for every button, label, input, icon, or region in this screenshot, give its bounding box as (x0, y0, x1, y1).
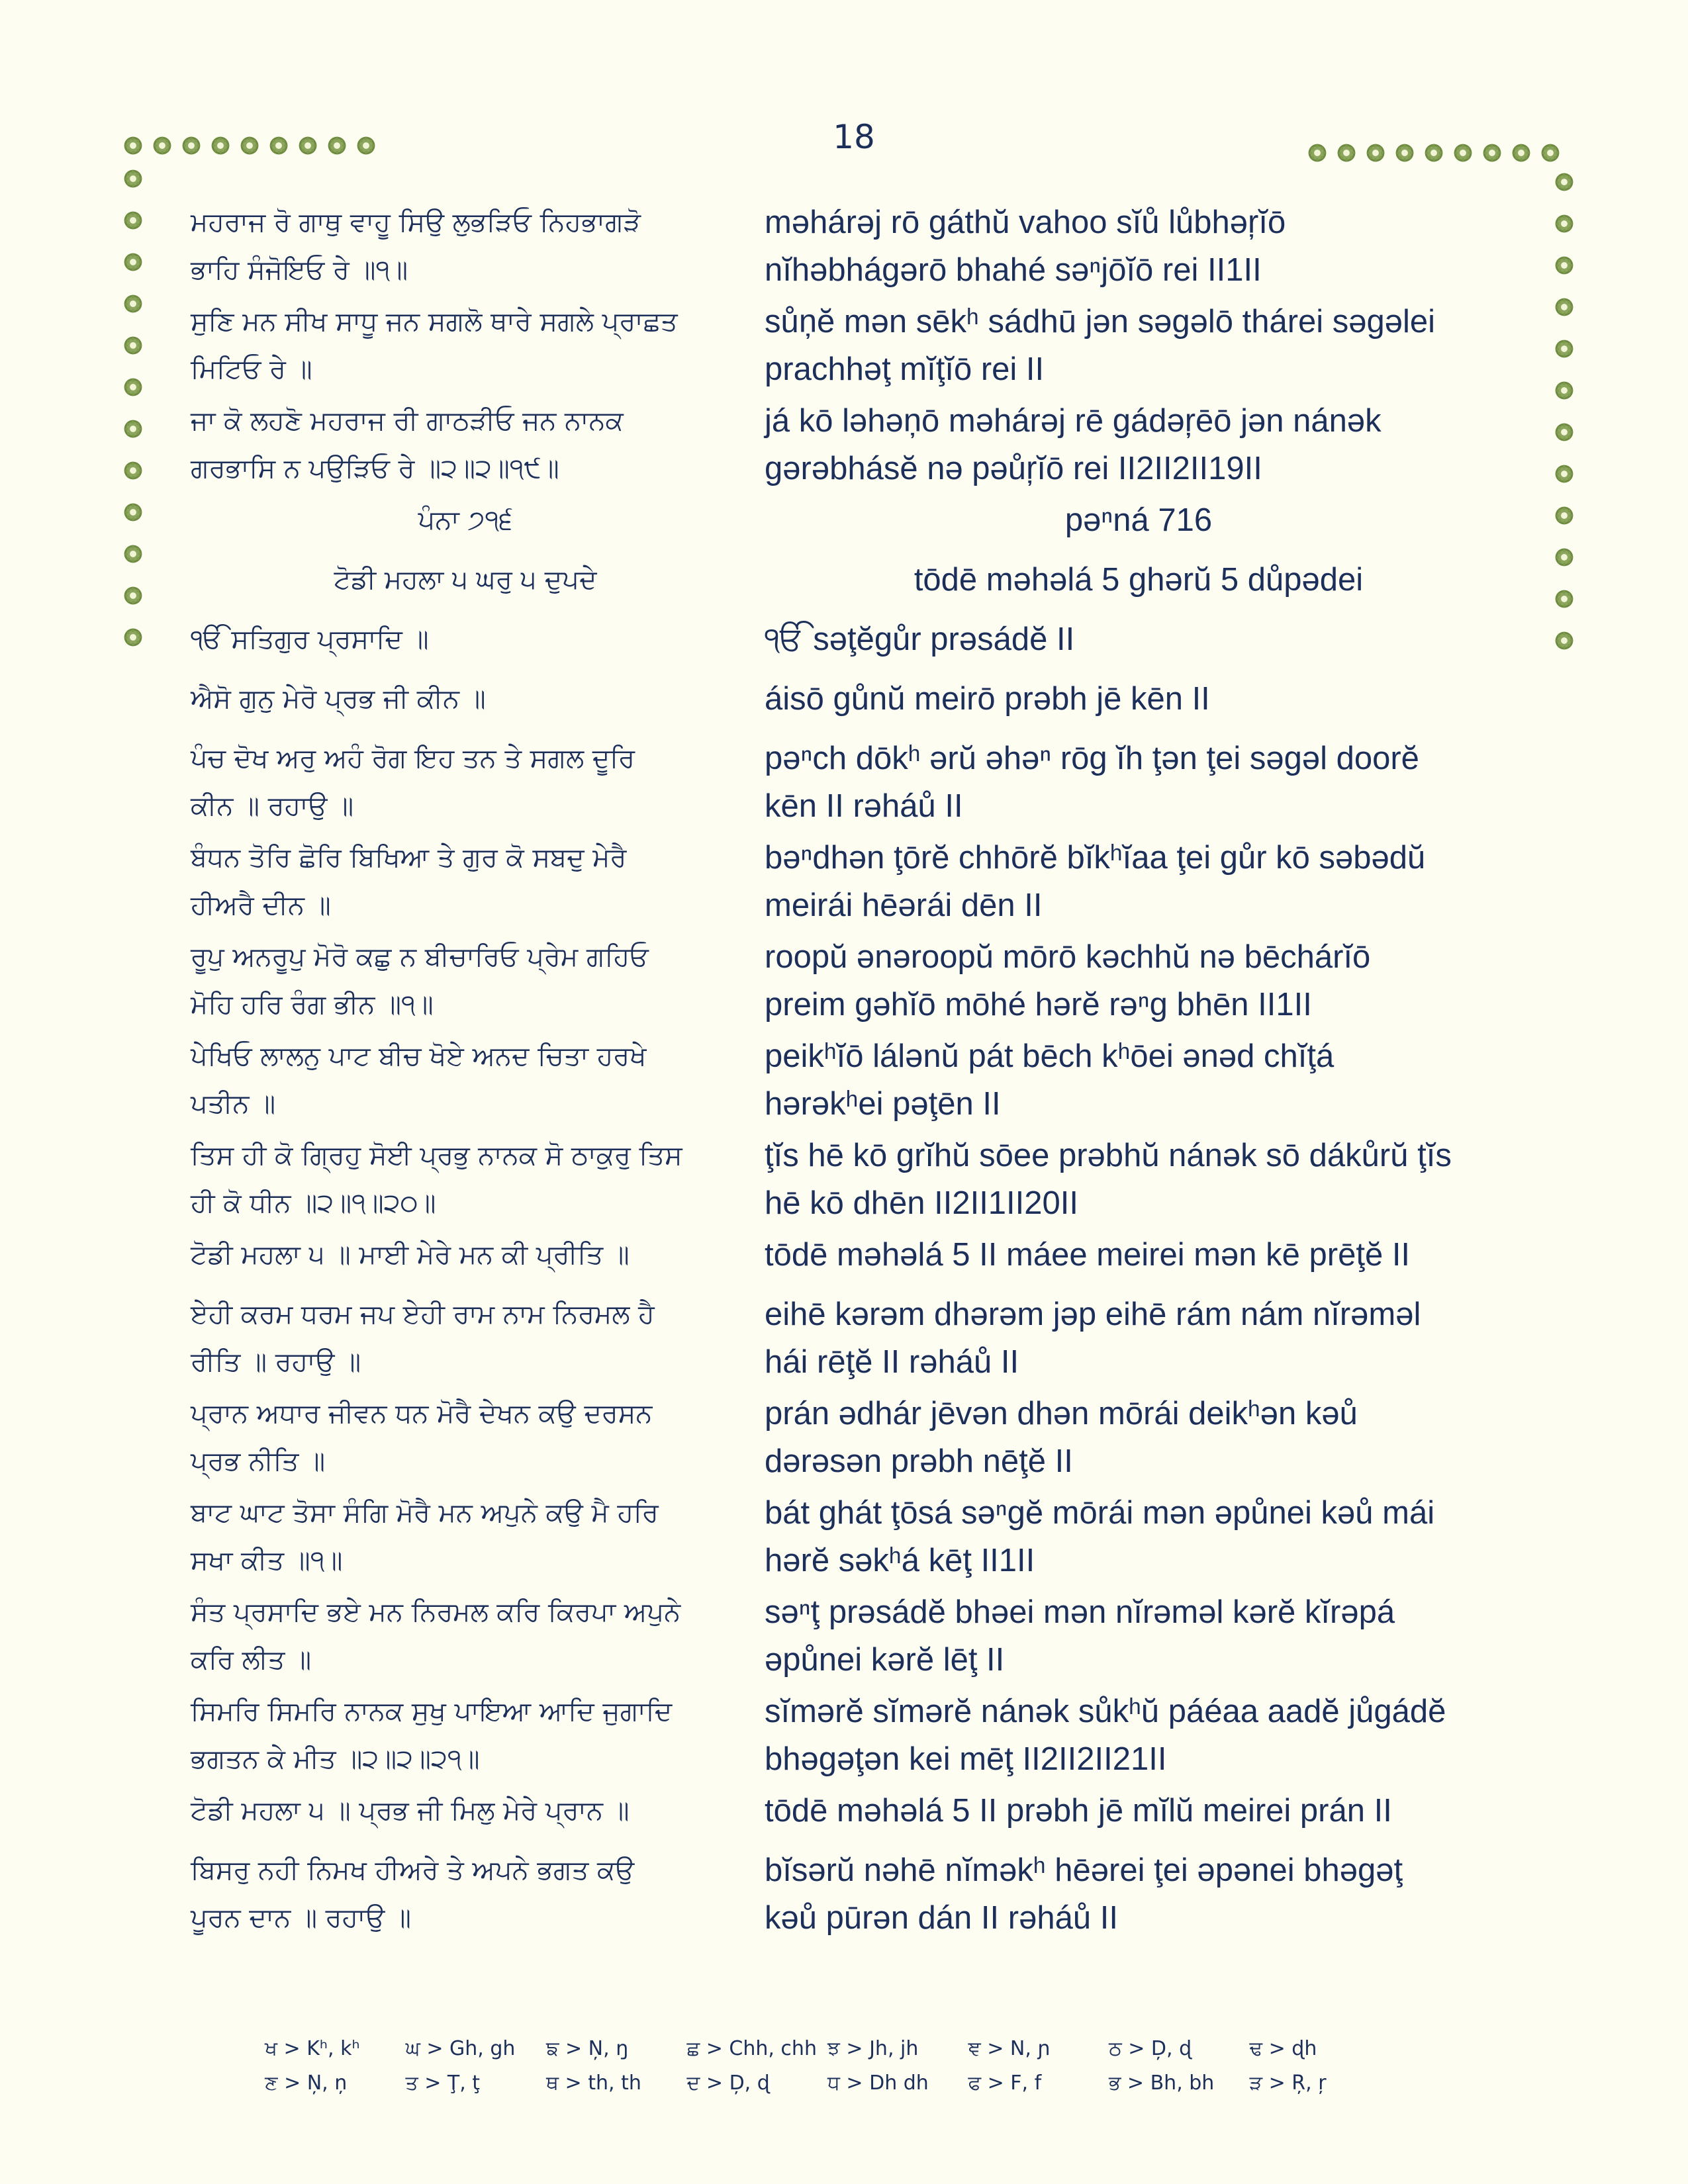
verse-line: ţĭs hē kō grĭhŭ sōee prəbhŭ nánək sō dákůrŭ ţĭs (765, 1138, 1452, 1173)
verse-line: ਮਿਟਿਓ ਰੇ ॥ (191, 354, 312, 385)
flower-icon (211, 136, 230, 156)
verse-line: ਮੋਹਿ ਹਰਿ ਰੰਗ ਭੀਨ ॥੧॥ (191, 989, 434, 1020)
flower-icon (1366, 143, 1385, 163)
verse-line: ਮਹਰਾਜ ਰੋ ਗਾਥੁ ਵਾਹੂ ਸਿਉ ਲੁਭੜਿਓ ਨਿਹਭਾਗੜੋ (191, 207, 641, 238)
verse-block (765, 397, 1513, 492)
flower-icon (123, 502, 143, 522)
verse-line: ਰੂਪੁ ਅਨਰੂਪੁ ਮੋਰੋ ਕਛੁ ਨ ਬੀਚਾਰਿਓ ਪ੍ਰੇਮ ਗਹਿਓ (191, 942, 649, 972)
page-number: 18 (833, 118, 875, 156)
verse-block (191, 298, 740, 393)
verse-line: ਸਖਾ ਕੀਤ ॥੧॥ (191, 1545, 343, 1576)
flower-icon (123, 136, 143, 156)
verse-block (765, 1032, 1513, 1128)
verse-block (765, 298, 1513, 393)
flower-icon (1424, 143, 1444, 163)
flower-icon (1554, 297, 1574, 317)
verse-block (191, 834, 740, 929)
flower-icon (123, 419, 143, 439)
verse-line: ਕਰਿ ਲੀਤ ॥ (191, 1645, 312, 1675)
verse-block (191, 199, 740, 294)
verse-line: ਪੇਖਿਓ ਲਾਲਨੁ ਪਾਟ ਬੀਚ ਖੋਏ ਅਨਦ ਚਿਤਾ ਹਰਖੇ (191, 1041, 647, 1071)
verse-line: gərəbhásĕ nə pəůŗĭō rei II2II2II19II (765, 451, 1262, 486)
verse-block (191, 1588, 740, 1684)
verse-line: bəⁿdhən ţōrĕ chhōrĕ bĭkʰĭaa ţei gůr kō səbədŭ (765, 840, 1426, 876)
verse-block (191, 1032, 740, 1128)
verse-block (765, 1132, 1513, 1227)
verse-line: ਪਤੀਨ ॥ (191, 1089, 276, 1119)
legend-item: ਘ > Gh, gh (405, 2037, 516, 2060)
flower-icon (123, 336, 143, 355)
legend-item: ਢ > ɖh (1249, 2037, 1317, 2060)
verse-line: ਸੁਣਿ ਮਨ ਸੀਖ ਸਾਧੂ ਜਨ ਸਗਲੋ ਥਾਰੇ ਸਗਲੇ ਪ੍ਰਾਛਤ (191, 306, 678, 337)
verse-block (191, 615, 740, 663)
flower-icon (123, 586, 143, 606)
flower-icon (1511, 143, 1531, 163)
flower-icon (1554, 172, 1574, 192)
verse-block (765, 1291, 1513, 1386)
verse-block (191, 1787, 740, 1835)
flower-icon (123, 461, 143, 480)
verse-line: bĭsərŭ nəhē nĭməkʰ hēərei ţei əpənei bhəgəţ (765, 1852, 1403, 1888)
verse-line: ਟੋਡੀ ਮਹਲਾ ੫ ॥ ਮਾਈ ਮੇਰੇ ਮਨ ਕੀ ਪ੍ਰੀਤਿ ॥ (191, 1240, 630, 1270)
flower-icon (1395, 143, 1415, 163)
flower-icon (152, 136, 172, 156)
verse-block (191, 735, 740, 830)
verse-line: hē kō dhēn II2II1II20II (765, 1185, 1079, 1221)
right-flower-border (1554, 172, 1574, 651)
verse-block (765, 1489, 1513, 1584)
verse-line: ਏਹੀ ਕਰਮ ਧਰਮ ਜਪ ਏਹੀ ਰਾਮ ਨਾਮ ਨਿਰਮਲ ਹੈ (191, 1299, 655, 1330)
verse-line: bát ghát ţōsá səⁿgĕ mōrái mən əpůnei kəů mái (765, 1495, 1435, 1531)
verse-line: ਹੀਅਰੈ ਦੀਨ ॥ (191, 890, 331, 921)
verse-line: roopŭ ənəroopŭ mōrō kəchhŭ nə bēchárĭō (765, 939, 1371, 975)
verse-line: ੴ ਸਤਿਗੁਰ ਪ੍ਰਸਾਦਿ ॥ (191, 624, 429, 655)
verse-line: pəⁿch dōkʰ ərŭ əhəⁿ rōg ĭh ţən ţei səgəl doorĕ (765, 741, 1419, 776)
verse-line: ਪੂਰਨ ਦਾਨ ॥ ਰਹਾਉ ॥ (191, 1903, 412, 1933)
flower-icon (1336, 143, 1356, 163)
verse-block (191, 556, 740, 604)
flower-icon (1554, 339, 1574, 359)
flower-icon (123, 627, 143, 647)
verse-line: bhəgəţən kei mēţ II2II2II21II (765, 1741, 1167, 1777)
verse-line: ਭਾਹਿ ਸੰਜੋਇਓ ਰੇ ॥੧॥ (191, 255, 408, 285)
verse-line: səⁿţ prəsádĕ bhəei mən nĭrəməl kərĕ kĭrəpá (765, 1594, 1395, 1630)
verse-line: hərəkʰei pəţēn II (765, 1086, 1001, 1122)
verse-line: kēn II rəháů II (765, 788, 963, 824)
flower-icon (1453, 143, 1473, 163)
legend-item: ਛ > Chh, chh (686, 2037, 817, 2060)
transliteration-legend (265, 2037, 1390, 2106)
legend-item: ਧ > Dh dh (827, 2071, 929, 2095)
flower-icon (123, 252, 143, 272)
verse-line: məhárəj rō gáthŭ vahoo sĭů lůbhəŗĭō (765, 205, 1286, 240)
legend-item: ਭ > Bh, bh (1109, 2071, 1215, 2095)
flower-icon (1554, 506, 1574, 525)
flower-icon (123, 169, 143, 189)
legend-item: ਫ > F, f (968, 2071, 1042, 2095)
verse-block (765, 1688, 1513, 1783)
verse-line: ਟੋਡੀ ਮਹਲਾ ੫ ॥ ਪ੍ਰਭ ਜੀ ਮਿਲੁ ਮੇਰੇ ਪ੍ਰਾਨ ॥ (191, 1796, 630, 1826)
verse-line: ਬਿਸਰੁ ਨਹੀ ਨਿਮਖ ਹੀਅਰੇ ਤੇ ਅਪਨੇ ਭਗਤ ਕਉ (191, 1855, 635, 1886)
flower-icon (1554, 214, 1574, 234)
verse-line: ਪ੍ਰਭ ਨੀਤਿ ॥ (191, 1446, 326, 1477)
flower-icon (181, 136, 201, 156)
legend-row (265, 2071, 1390, 2106)
verse-line: ਟੋਡੀ ਮਹਲਾ ੫ ਘਰੁ ੫ ਦੁਪਦੇ (334, 565, 597, 595)
verse-line: ਹੀ ਕੋ ਧੀਨ ॥੨॥੧॥੨੦॥ (191, 1188, 436, 1218)
flower-icon (1307, 143, 1327, 163)
flower-icon (1554, 631, 1574, 651)
flower-icon (123, 377, 143, 397)
verse-block (765, 496, 1513, 544)
verse-line: ਭਗਤਨ ਕੇ ਮੀਤ ॥੨॥੨॥੨੧॥ (191, 1744, 480, 1774)
verse-line: hái rēţĕ II rəháů II (765, 1344, 1019, 1380)
verse-line: nĭhəbhágərō bhahé səⁿjōĭō rei II1II (765, 252, 1262, 288)
verse-block (191, 1846, 740, 1942)
flower-icon (123, 210, 143, 230)
verse-block (191, 1132, 740, 1227)
legend-item: ਙ > N̦, ŋ (546, 2037, 629, 2060)
verse-line: tōdē məhəlá 5 II máee meirei mən kē prēţĕ II (765, 1237, 1411, 1273)
top-right-flower-border (1307, 143, 1560, 163)
verse-line: prán ədhár jēvən dhən mōrái deikʰən kəů (765, 1396, 1358, 1432)
verse-line: eihē kərəm dhərəm jəp eihē rám nám nĭrəməl (765, 1297, 1421, 1332)
verse-line: ੴ səţĕgůr prəsádĕ II (765, 621, 1075, 657)
verse-line: əpůnei kərĕ lēţ II (765, 1642, 1005, 1678)
verse-line: ਰੀਤਿ ॥ ਰਹਾਉ ॥ (191, 1347, 361, 1377)
verse-line: ਸੰਤ ਪ੍ਰਸਾਦਿ ਭਏ ਮਨ ਨਿਰਮਲ ਕਰਿ ਕਿਰਪਾ ਅਪੁਨੇ (191, 1597, 681, 1627)
verse-block (191, 1231, 740, 1279)
verse-line: prachhəţ mĭţĭō rei II (765, 351, 1045, 387)
verse-block (765, 1787, 1513, 1835)
legend-item: ਞ > N, ɲ (968, 2037, 1051, 2060)
legend-item: ੜ > Ŗ, ŗ (1249, 2071, 1327, 2095)
verse-block (765, 199, 1513, 294)
verse-block (765, 556, 1513, 604)
verse-block (765, 1390, 1513, 1485)
verse-line: ਪੰਨਾ ੭੧੬ (418, 505, 513, 535)
verse-block (191, 496, 740, 544)
flower-icon (1554, 255, 1574, 275)
verse-line: meirái hēərái dēn II (765, 887, 1043, 923)
verse-block (191, 1688, 740, 1783)
legend-item: ਖ > Kʰ, kʰ (265, 2037, 360, 2060)
legend-item: ਣ > N̦, ņ (265, 2071, 348, 2095)
verse-line: hərĕ səkʰá kēţ II1II (765, 1543, 1035, 1578)
flower-icon (240, 136, 259, 156)
flower-icon (298, 136, 318, 156)
verse-block (191, 1489, 740, 1584)
verse-line: peikʰĭō lálənŭ pát bēch kʰōei ənəd chĭţá (765, 1038, 1335, 1074)
verse-line: ਪੰਚ ਦੋਖ ਅਰੁ ਅਹੰ ਰੋਗ ਇਹ ਤਨ ਤੇ ਸਗਲ ਦੂਰਿ (191, 743, 635, 774)
verse-block (765, 675, 1513, 723)
legend-item: ਝ > Jh, jh (827, 2037, 919, 2060)
flower-icon (327, 136, 347, 156)
verse-block (765, 1588, 1513, 1684)
verse-line: preim gəhĭō mōhé hərĕ rəⁿg bhēn II1II (765, 987, 1312, 1023)
verse-line: sůņĕ mən sēkʰ sádhū jən səgəlō thárei səgəlei (765, 304, 1436, 340)
verse-block (191, 675, 740, 723)
legend-item: ਦ > D̦, ɖ (686, 2071, 770, 2095)
verse-line: tōdē məhəlá 5 ghərŭ 5 důpədei (914, 562, 1364, 598)
flower-icon (356, 136, 376, 156)
verse-line: dərəsən prəbh nēţĕ II (765, 1443, 1073, 1479)
flower-icon (1482, 143, 1502, 163)
verse-block (191, 933, 740, 1028)
top-left-flower-border (123, 136, 376, 156)
verse-line: ਬੰਧਨ ਤੋਰਿ ਛੋਰਿ ਬਿਖਿਆ ਤੇ ਗੁਰ ਕੋ ਸਬਦੁ ਮੇਰੈ (191, 842, 627, 873)
verse-line: já kō ləhəņō məhárəj rē gádəŗēō jən nánək (765, 403, 1382, 439)
verse-block (191, 397, 740, 492)
verse-block (765, 933, 1513, 1028)
verse-block (765, 1231, 1513, 1279)
verse-line: sĭmərĕ sĭmərĕ nánək sůkʰŭ páéaa aadĕ jůgádĕ (765, 1694, 1446, 1729)
flower-icon (1554, 589, 1574, 609)
legend-item: ਥ > th, th (546, 2071, 641, 2095)
flower-icon (269, 136, 289, 156)
verse-line: áisō gůnŭ meirō prəbh jē kēn II (765, 681, 1210, 717)
flower-icon (1540, 143, 1560, 163)
left-flower-border (123, 169, 143, 647)
legend-row (265, 2037, 1390, 2071)
flower-icon (1554, 422, 1574, 442)
flower-icon (1554, 464, 1574, 484)
verse-line: pəⁿná 716 (1064, 502, 1213, 538)
verse-line: ਗਰਭਾਸਿ ਨ ਪਉੜਿਓ ਰੇ ॥੨॥੨॥੧੯॥ (191, 453, 559, 484)
verse-block (191, 1291, 740, 1386)
verse-block (765, 834, 1513, 929)
verse-line: ਕੀਨ ॥ ਰਹਾਉ ॥ (191, 791, 354, 821)
verse-line: ਜਾ ਕੋ ਲਹਣੋ ਮਹਰਾਜ ਰੀ ਗਾਠੜੀਓ ਜਨ ਨਾਨਕ (191, 406, 624, 436)
verse-block (765, 615, 1513, 663)
flower-icon (1554, 547, 1574, 567)
verse-block (765, 1846, 1513, 1942)
verse-line: kəů pūrən dán II rəháů II (765, 1900, 1118, 1936)
legend-item: ਠ > D̦, ɖ (1109, 2037, 1192, 2060)
flower-icon (123, 294, 143, 314)
flower-icon (1554, 381, 1574, 400)
verse-line: ਪ੍ਰਾਨ ਅਧਾਰ ਜੀਵਨ ਧਨ ਮੋਰੈ ਦੇਖਨ ਕਉ ਦਰਸਨ (191, 1398, 653, 1429)
verse-line: ਸਿਮਰਿ ਸਿਮਰਿ ਨਾਨਕ ਸੁਖੁ ਪਾਇਆ ਆਦਿ ਜੁਗਾਦਿ (191, 1696, 673, 1727)
verse-block (191, 1390, 740, 1485)
verse-line: ਤਿਸ ਹੀ ਕੋ ਗ੍ਰਿਹੁ ਸੋਈ ਪ੍ਰਭੁ ਨਾਨਕ ਸੋ ਠਾਕੁਰੁ ਤਿਸ (191, 1140, 682, 1171)
verse-block (765, 735, 1513, 830)
flower-icon (123, 544, 143, 564)
verse-line: ਐਸੋ ਗੁਨੁ ਮੇਰੋ ਪ੍ਰਭ ਜੀ ਕੀਨ ॥ (191, 684, 486, 714)
legend-item: ਤ > Ţ, ţ (405, 2071, 481, 2095)
verse-line: ਬਾਟ ਘਾਟ ਤੋਸਾ ਸੰਗਿ ਮੋਰੈ ਮਨ ਅਪੁਨੇ ਕਉ ਮੈ ਹਰਿ (191, 1498, 659, 1528)
verse-line: tōdē məhəlá 5 II prəbh jē mĭlŭ meirei prán II (765, 1793, 1392, 1829)
